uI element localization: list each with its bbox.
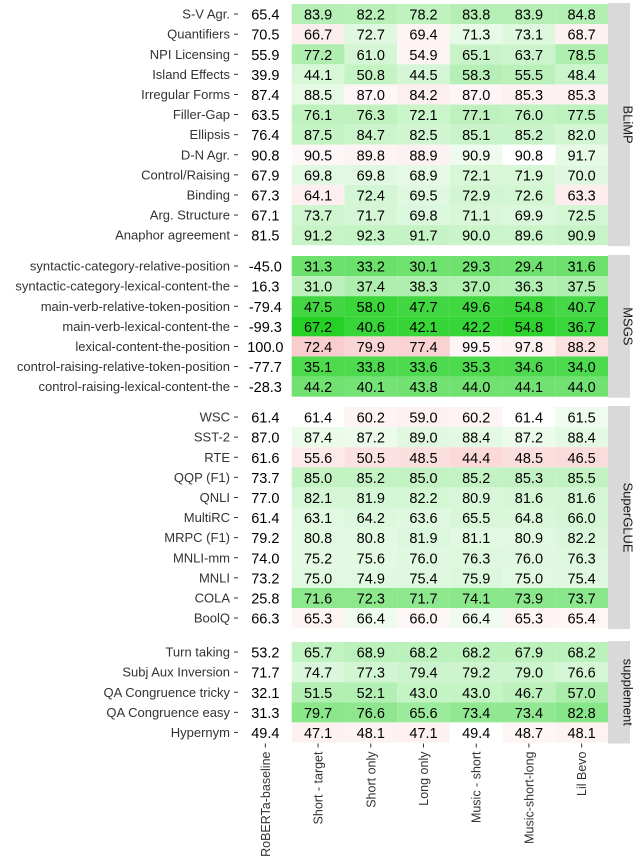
cell-value: 88.9 bbox=[409, 148, 438, 165]
cell-value: 91.7 bbox=[409, 228, 438, 245]
cell-value: 43.0 bbox=[462, 685, 491, 702]
cell-value: 71.9 bbox=[514, 168, 544, 185]
cell-value: 84.8 bbox=[567, 7, 596, 24]
row-label: Irregular Forms bbox=[141, 86, 230, 102]
row-label: syntactic-category-lexical-content-the bbox=[15, 278, 230, 294]
cell-value: 79.2 bbox=[251, 531, 280, 548]
cell-value: 48.1 bbox=[356, 725, 385, 742]
cell-value: 75.9 bbox=[462, 571, 491, 588]
cell-value: 72.4 bbox=[303, 339, 333, 356]
cell-value: 77.3 bbox=[356, 665, 385, 682]
cell-value: 63.6 bbox=[409, 511, 438, 528]
row-label: Binding bbox=[186, 187, 230, 203]
cell-value: 87.2 bbox=[514, 430, 544, 447]
cell-value: 65.6 bbox=[409, 705, 438, 722]
cell-value: 97.8 bbox=[514, 339, 544, 356]
cell-value: 51.5 bbox=[303, 685, 333, 702]
cell-value: 60.2 bbox=[356, 410, 385, 427]
cell-value: 76.3 bbox=[462, 551, 491, 568]
cell-value: 73.4 bbox=[462, 705, 491, 722]
cell-value: 90.8 bbox=[514, 148, 544, 165]
cell-value: 75.4 bbox=[567, 571, 596, 588]
cell-value: 69.8 bbox=[409, 208, 438, 225]
row-label: Turn taking bbox=[165, 644, 230, 660]
cell-value: 84.2 bbox=[409, 87, 438, 104]
cell-value: 77.4 bbox=[409, 339, 438, 356]
row-label: Hypernym bbox=[170, 724, 230, 740]
cell-value: 67.9 bbox=[514, 645, 544, 662]
cell-value: 73.7 bbox=[303, 208, 333, 225]
cell-value: 58.0 bbox=[356, 299, 385, 316]
cell-value: 89.6 bbox=[514, 228, 544, 245]
cell-value: 44.0 bbox=[567, 380, 596, 397]
cell-value: 64.1 bbox=[303, 188, 333, 205]
cell-value: 76.6 bbox=[567, 665, 596, 682]
cell-value: 77.1 bbox=[462, 108, 491, 125]
facet-label: MSGS bbox=[620, 307, 636, 346]
cell-value: 73.2 bbox=[251, 571, 280, 588]
cell-value: 66.4 bbox=[356, 611, 385, 628]
cell-value: 75.0 bbox=[303, 571, 333, 588]
cell-value: 40.6 bbox=[356, 319, 385, 336]
cell-value: 75.0 bbox=[514, 571, 544, 588]
cell-value: 36.3 bbox=[514, 279, 544, 296]
cell-value: 57.0 bbox=[567, 685, 596, 702]
row-label: main-verb-lexical-content-the bbox=[62, 318, 230, 334]
cell-value: 82.5 bbox=[409, 128, 438, 145]
cell-value: 64.8 bbox=[514, 511, 544, 528]
panel-msgs bbox=[15, 255, 635, 398]
cell-value: 82.1 bbox=[303, 490, 333, 507]
row-label: Arg. Structure bbox=[149, 207, 230, 223]
cell-value: 35.3 bbox=[462, 360, 491, 377]
cell-value: 65.1 bbox=[462, 47, 491, 64]
cell-value: 55.5 bbox=[514, 67, 544, 84]
cell-value: 35.1 bbox=[303, 360, 333, 377]
cell-value: 71.1 bbox=[462, 208, 491, 225]
cell-value: 92.3 bbox=[356, 228, 385, 245]
row-label: NPI Licensing bbox=[149, 46, 230, 62]
cell-value: 85.3 bbox=[567, 87, 596, 104]
cell-value: 82.2 bbox=[356, 7, 385, 24]
cell-value: 63.7 bbox=[514, 47, 544, 64]
cell-value: 61.6 bbox=[251, 450, 280, 467]
row-label: QA Congruence easy bbox=[106, 704, 230, 720]
cell-value: 55.9 bbox=[251, 47, 280, 64]
cell-value: 38.3 bbox=[409, 279, 438, 296]
cell-value: 49.4 bbox=[462, 725, 491, 742]
cell-value: 90.0 bbox=[462, 228, 491, 245]
cell-value: 87.4 bbox=[251, 87, 280, 104]
cell-value: 65.5 bbox=[462, 511, 491, 528]
cell-value: 76.0 bbox=[514, 108, 544, 125]
cell-value: 80.8 bbox=[303, 531, 333, 548]
row-label: QQP (F1) bbox=[173, 469, 230, 485]
cell-value: 43.8 bbox=[409, 380, 438, 397]
cell-value: 75.4 bbox=[409, 571, 438, 588]
cell-value: 66.7 bbox=[303, 27, 333, 44]
cell-value: 88.4 bbox=[567, 430, 596, 447]
cell-value: 49.6 bbox=[462, 299, 491, 316]
cell-value: 75.6 bbox=[356, 551, 385, 568]
cell-value: 85.0 bbox=[409, 470, 438, 487]
cell-value: 77.0 bbox=[251, 490, 280, 507]
cell-value: 67.3 bbox=[251, 188, 280, 205]
cell-value: 31.0 bbox=[303, 279, 333, 296]
cell-value: 85.2 bbox=[514, 128, 544, 145]
row-label: Filler-Gap bbox=[172, 107, 230, 123]
cell-value: 76.3 bbox=[567, 551, 596, 568]
cell-value: 88.4 bbox=[462, 430, 491, 447]
cell-value: 40.7 bbox=[567, 299, 596, 316]
cell-value: 58.3 bbox=[462, 67, 491, 84]
cell-value: 85.3 bbox=[514, 470, 544, 487]
cell-value: 81.1 bbox=[462, 531, 491, 548]
cell-value: 30.1 bbox=[409, 259, 438, 276]
cell-value: 72.1 bbox=[462, 168, 491, 185]
cell-value: 77.5 bbox=[567, 108, 596, 125]
cell-value: 61.4 bbox=[303, 410, 333, 427]
cell-value: 82.0 bbox=[567, 128, 596, 145]
row-label: lexical-content-the-position bbox=[75, 338, 230, 354]
cell-value: -77.7 bbox=[248, 360, 282, 377]
column-label: Short - target bbox=[311, 751, 326, 825]
row-label: Island Effects bbox=[152, 66, 230, 82]
cell-value: 47.1 bbox=[303, 725, 333, 742]
row-label: Anaphor agreement bbox=[115, 227, 230, 243]
cell-value: 29.4 bbox=[514, 259, 544, 276]
cell-value: 80.9 bbox=[514, 531, 544, 548]
row-label: QA Congruence tricky bbox=[103, 684, 230, 700]
cell-value: 47.5 bbox=[303, 299, 333, 316]
cell-value: 90.9 bbox=[567, 228, 596, 245]
cell-value: 44.4 bbox=[462, 450, 491, 467]
cell-value: 66.4 bbox=[462, 611, 491, 628]
cell-value: 34.6 bbox=[514, 360, 544, 377]
cell-value: 89.8 bbox=[356, 148, 385, 165]
cell-value: 54.8 bbox=[514, 299, 544, 316]
cell-value: 40.1 bbox=[356, 380, 385, 397]
cell-value: 34.0 bbox=[567, 360, 596, 377]
cell-value: 65.7 bbox=[303, 645, 333, 662]
cell-value: 77.2 bbox=[303, 47, 333, 64]
cell-value: 90.5 bbox=[303, 148, 333, 165]
cell-value: 48.4 bbox=[567, 67, 596, 84]
cell-value: 65.3 bbox=[303, 611, 333, 628]
cell-value: 81.9 bbox=[356, 490, 385, 507]
row-label: SST-2 bbox=[193, 429, 230, 445]
cell-value: 63.1 bbox=[303, 511, 333, 528]
cell-value: 63.3 bbox=[567, 188, 596, 205]
cell-value: 25.8 bbox=[251, 591, 280, 608]
row-label: COLA bbox=[194, 590, 230, 606]
facet-label: BLiMP bbox=[620, 105, 636, 144]
row-label: MNLI-mm bbox=[172, 550, 230, 566]
cell-value: 79.9 bbox=[356, 339, 385, 356]
cell-value: 80.9 bbox=[462, 490, 491, 507]
cell-value: 67.9 bbox=[251, 168, 280, 185]
cell-value: 87.0 bbox=[356, 87, 385, 104]
cell-value: 83.9 bbox=[514, 7, 544, 24]
cell-value: 32.1 bbox=[251, 685, 280, 702]
cell-value: 73.9 bbox=[514, 591, 544, 608]
column-label: RoBERTa-baseline bbox=[258, 751, 273, 857]
row-label: QNLI bbox=[199, 489, 230, 505]
cell-value: 73.7 bbox=[567, 591, 596, 608]
cell-value: 87.0 bbox=[462, 87, 491, 104]
cell-value: 33.6 bbox=[409, 360, 438, 377]
cell-value: 99.5 bbox=[462, 339, 491, 356]
cell-value: 91.7 bbox=[567, 148, 596, 165]
cell-value: 79.2 bbox=[462, 665, 491, 682]
cell-value: 61.0 bbox=[356, 47, 385, 64]
cell-value: 71.7 bbox=[356, 208, 385, 225]
cell-value: 89.0 bbox=[409, 430, 438, 447]
cell-value: 65.3 bbox=[514, 611, 544, 628]
cell-value: -79.4 bbox=[248, 299, 282, 316]
cell-value: 68.9 bbox=[356, 645, 385, 662]
cell-value: 37.0 bbox=[462, 279, 491, 296]
cell-value: 73.1 bbox=[514, 27, 544, 44]
cell-value: 46.7 bbox=[514, 685, 544, 702]
cell-value: 50.5 bbox=[356, 450, 385, 467]
cell-value: 71.6 bbox=[303, 591, 333, 608]
cell-value: 66.3 bbox=[251, 611, 280, 628]
facet-label: SuperGLUE bbox=[620, 482, 636, 553]
cell-value: 42.1 bbox=[409, 319, 438, 336]
cell-value: 88.2 bbox=[567, 339, 596, 356]
row-label: Subj Aux Inversion bbox=[122, 664, 230, 680]
column-label: Music - short bbox=[469, 751, 484, 824]
cell-value: 16.3 bbox=[251, 279, 280, 296]
cell-value: 54.8 bbox=[514, 319, 544, 336]
cell-value: 70.0 bbox=[567, 168, 596, 185]
cell-value: 91.2 bbox=[303, 228, 333, 245]
cell-value: 67.2 bbox=[303, 319, 333, 336]
cell-value: 73.7 bbox=[251, 470, 280, 487]
row-label: Control/Raising bbox=[141, 167, 230, 183]
row-label: D-N Agr. bbox=[180, 147, 230, 163]
cell-value: 72.9 bbox=[462, 188, 491, 205]
cell-value: 69.5 bbox=[409, 188, 438, 205]
cell-value: 61.5 bbox=[567, 410, 596, 427]
column-label: Lil Bevo bbox=[575, 751, 590, 796]
panel-supplement bbox=[104, 641, 636, 744]
cell-value: 43.0 bbox=[409, 685, 438, 702]
cell-value: 37.5 bbox=[567, 279, 596, 296]
column-label: Long only bbox=[417, 751, 431, 806]
cell-value: 82.8 bbox=[567, 705, 596, 722]
cell-value: 68.7 bbox=[567, 27, 596, 44]
cell-value: 65.4 bbox=[251, 7, 280, 24]
row-label: BoolQ bbox=[193, 610, 230, 626]
cell-value: 67.1 bbox=[251, 208, 280, 225]
cell-value: 36.7 bbox=[567, 319, 596, 336]
cell-value: 78.2 bbox=[409, 7, 438, 24]
cell-value: 82.2 bbox=[567, 531, 596, 548]
cell-value: 74.1 bbox=[462, 591, 491, 608]
facet-label: supplement bbox=[620, 658, 636, 726]
cell-value: 72.4 bbox=[356, 188, 385, 205]
cell-value: 66.0 bbox=[567, 511, 596, 528]
cell-value: 81.6 bbox=[514, 490, 544, 507]
cell-value: 44.1 bbox=[514, 380, 544, 397]
cell-value: -28.3 bbox=[248, 380, 282, 397]
cell-value: 44.5 bbox=[409, 67, 438, 84]
cell-value: 72.1 bbox=[409, 108, 438, 125]
row-label: RTE bbox=[204, 449, 230, 465]
cell-value: 83.9 bbox=[303, 7, 333, 24]
cell-value: 33.2 bbox=[356, 259, 385, 276]
cell-value: 72.3 bbox=[356, 591, 385, 608]
cell-value: 69.8 bbox=[356, 168, 385, 185]
cell-value: 31.3 bbox=[251, 705, 280, 722]
cell-value: 42.2 bbox=[462, 319, 491, 336]
cell-value: 46.5 bbox=[567, 450, 596, 467]
column-label: Music-short-long bbox=[522, 751, 537, 844]
cell-value: 68.2 bbox=[409, 645, 438, 662]
cell-value: 65.4 bbox=[567, 611, 596, 628]
row-label: control-raising-lexical-content-the bbox=[38, 379, 230, 395]
cell-value: 75.2 bbox=[303, 551, 333, 568]
cell-value: 70.5 bbox=[251, 27, 280, 44]
panel-superglue bbox=[164, 406, 635, 629]
row-label: S-V Agr. bbox=[182, 6, 230, 22]
cell-value: 49.4 bbox=[251, 725, 280, 742]
row-label: MNLI bbox=[198, 570, 230, 586]
cell-value: 71.7 bbox=[409, 591, 438, 608]
cell-value: 85.5 bbox=[567, 470, 596, 487]
cell-value: 47.7 bbox=[409, 299, 438, 316]
cell-value: 90.9 bbox=[462, 148, 491, 165]
cell-value: 39.9 bbox=[251, 67, 280, 84]
cell-value: 84.7 bbox=[356, 128, 385, 145]
cell-value: 81.6 bbox=[567, 490, 596, 507]
cell-value: 55.6 bbox=[303, 450, 333, 467]
cell-value: 54.9 bbox=[409, 47, 438, 64]
cell-value: 76.6 bbox=[356, 705, 385, 722]
row-label: main-verb-relative-token-position bbox=[40, 298, 230, 314]
cell-value: 47.1 bbox=[409, 725, 438, 742]
cell-value: 66.0 bbox=[409, 611, 438, 628]
cell-value: 85.1 bbox=[462, 128, 491, 145]
cell-value: 87.0 bbox=[251, 430, 280, 447]
cell-value: 69.4 bbox=[409, 27, 438, 44]
cell-value: 100.0 bbox=[247, 339, 284, 356]
cell-value: 79.4 bbox=[409, 665, 438, 682]
cell-value: 90.8 bbox=[251, 148, 280, 165]
cell-value: 71.3 bbox=[462, 27, 491, 44]
cell-value: -45.0 bbox=[248, 259, 282, 276]
cell-value: 61.4 bbox=[514, 410, 544, 427]
cell-value: 73.4 bbox=[514, 705, 544, 722]
cell-value: 85.2 bbox=[462, 470, 491, 487]
cell-value: 61.4 bbox=[251, 410, 280, 427]
cell-value: 44.1 bbox=[303, 67, 333, 84]
cell-value: 44.0 bbox=[462, 380, 491, 397]
cell-value: 76.0 bbox=[514, 551, 544, 568]
cell-value: 74.7 bbox=[303, 665, 333, 682]
cell-value: 78.5 bbox=[567, 47, 596, 64]
cell-value: 80.8 bbox=[356, 531, 385, 548]
cell-value: 68.2 bbox=[567, 645, 596, 662]
cell-value: 79.7 bbox=[303, 705, 333, 722]
cell-value: 81.5 bbox=[251, 228, 280, 245]
cell-value: 85.2 bbox=[356, 470, 385, 487]
cell-value: 88.5 bbox=[303, 87, 333, 104]
row-label: MRPC (F1) bbox=[164, 530, 230, 546]
cell-value: 69.8 bbox=[303, 168, 333, 185]
cell-value: 87.2 bbox=[356, 430, 385, 447]
cell-value: 76.4 bbox=[251, 128, 280, 145]
cell-value: 48.7 bbox=[514, 725, 544, 742]
row-label: Quantifiers bbox=[167, 26, 230, 42]
cell-value: 72.6 bbox=[514, 188, 544, 205]
row-label: control-raising-relative-token-position bbox=[16, 359, 230, 375]
cell-value: 79.0 bbox=[514, 665, 544, 682]
cell-value: 85.3 bbox=[514, 87, 544, 104]
row-label: WSC bbox=[199, 409, 230, 425]
cell-value: 87.4 bbox=[303, 430, 333, 447]
cell-value: 50.8 bbox=[356, 67, 385, 84]
cell-value: 44.2 bbox=[303, 380, 333, 397]
cell-value: 72.7 bbox=[356, 27, 385, 44]
cell-value: 37.4 bbox=[356, 279, 385, 296]
cell-value: 68.9 bbox=[409, 168, 438, 185]
cell-value: 48.1 bbox=[567, 725, 596, 742]
cell-value: 74.9 bbox=[356, 571, 385, 588]
cell-value: 52.1 bbox=[356, 685, 385, 702]
row-label: MultiRC bbox=[183, 510, 230, 526]
cell-value: 31.6 bbox=[567, 259, 596, 276]
cell-value: 63.5 bbox=[251, 108, 280, 125]
cell-value: 76.0 bbox=[409, 551, 438, 568]
cell-value: 53.2 bbox=[251, 645, 280, 662]
row-label: Ellipsis bbox=[189, 127, 230, 143]
cell-value: 76.1 bbox=[303, 108, 333, 125]
cell-value: 85.0 bbox=[303, 470, 333, 487]
cell-value: 33.8 bbox=[356, 360, 385, 377]
row-label: syntactic-category-relative-position bbox=[29, 258, 230, 274]
cell-value: 59.0 bbox=[409, 410, 438, 427]
cell-value: 60.2 bbox=[462, 410, 491, 427]
cell-value: 76.3 bbox=[356, 108, 385, 125]
column-label: Short only bbox=[364, 751, 379, 808]
panel-blimp bbox=[115, 3, 635, 246]
cell-value: 69.9 bbox=[514, 208, 544, 225]
cell-value: 83.8 bbox=[462, 7, 491, 24]
cell-value: 71.7 bbox=[251, 665, 280, 682]
cell-value: 48.5 bbox=[409, 450, 438, 467]
cell-value: 87.5 bbox=[303, 128, 333, 145]
cell-value: -99.3 bbox=[248, 319, 282, 336]
cell-value: 61.4 bbox=[251, 511, 280, 528]
cell-value: 29.3 bbox=[462, 259, 491, 276]
cell-value: 81.9 bbox=[409, 531, 438, 548]
cell-value: 64.2 bbox=[356, 511, 385, 528]
cell-value: 72.5 bbox=[567, 208, 596, 225]
cell-value: 74.0 bbox=[251, 551, 280, 568]
cell-value: 82.2 bbox=[409, 490, 438, 507]
cell-value: 48.5 bbox=[514, 450, 544, 467]
cell-value: 68.2 bbox=[462, 645, 491, 662]
cell-value: 31.3 bbox=[303, 259, 333, 276]
